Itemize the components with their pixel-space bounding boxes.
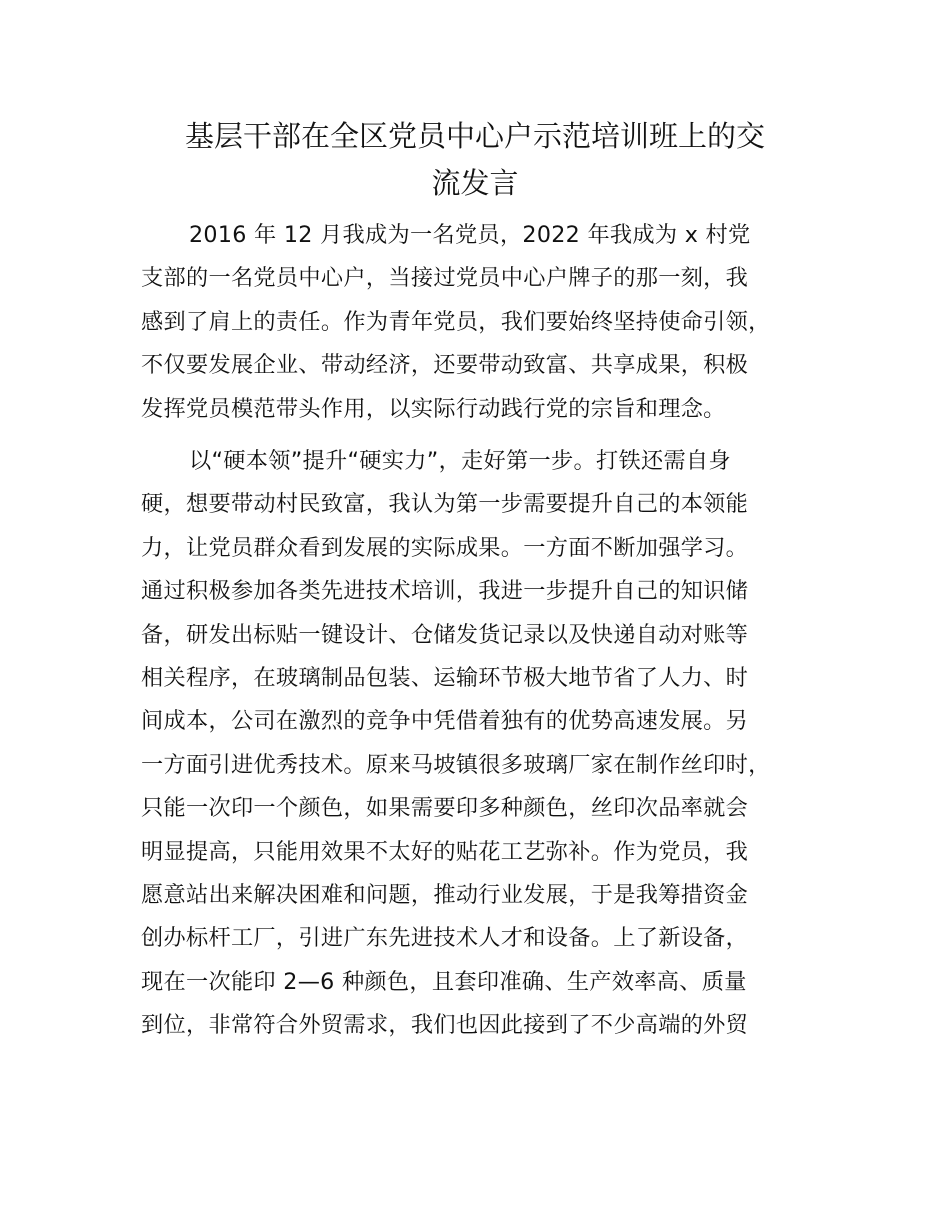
paragraph-line: 硬，想要带动村民致富，我认为第一步需要提升自己的本领能	[141, 491, 749, 518]
title-line: 流发言	[431, 166, 519, 200]
paragraph-line: 明显提高，只能用效果不太好的贴花工艺弥补。作为党员，我	[141, 838, 749, 865]
paragraph-line: 感到了肩上的责任。作为青年党员，我们要始终坚持使命引领，	[141, 308, 771, 335]
paragraph-line: 只能一次印一个颜色，如果需要印多种颜色，丝印次品率就会	[141, 795, 749, 822]
paragraph-line: 现在一次能印 2—6 种颜色，且套印准确、生产效率高、质量	[141, 968, 747, 995]
paragraph-line: 不仅要发展企业、带动经济，还要带动致富、共享成果，积极	[141, 352, 749, 379]
paragraph-line: 间成本，公司在激烈的竞争中凭借着独有的优势高速发展。另	[141, 708, 749, 735]
paragraph-line: 备，研发出标贴一键设计、仓储发货记录以及快递自动对账等	[141, 621, 749, 648]
paragraph-intro	[141, 214, 831, 431]
paragraph-line: 2016 年 12 月我成为一名党员，2022 年我成为 x 村党	[189, 222, 751, 248]
title-line: 基层干部在全区党员中心户示范培训班上的交	[184, 119, 765, 153]
document-title	[130, 113, 820, 207]
paragraph-line: 力，让党员群众看到发展的实际成果。一方面不断加强学习。	[141, 534, 749, 561]
paragraph-line: 以“硬本领”提升“硬实力”，走好第一步。打铁还需自身	[189, 448, 731, 474]
paragraph-line: 一方面引进优秀技术。原来马坡镇很多玻璃厂家在制作丝印时，	[141, 751, 771, 778]
paragraph-line: 到位，非常符合外贸需求，我们也因此接到了不少高端的外贸	[141, 1012, 749, 1039]
paragraph-line: 支部的一名党员中心户，当接过党员中心户牌子的那一刻，我	[141, 265, 749, 292]
paragraph-line: 愿意站出来解决困难和问题，推动行业发展，于是我筹措资金	[141, 881, 749, 908]
paragraph-line: 通过积极参加各类先进技术培训，我进一步提升自己的知识储	[141, 578, 749, 605]
paragraph-line: 发挥党员模范带头作用，以实际行动践行党的宗旨和理念。	[141, 395, 726, 422]
paragraph-line: 创办标杆工厂，引进广东先进技术人才和设备。上了新设备，	[141, 925, 749, 952]
paragraph-first-step	[141, 440, 831, 1047]
paragraph-line: 相关程序，在玻璃制品包装、运输环节极大地节省了人力、时	[141, 664, 749, 691]
